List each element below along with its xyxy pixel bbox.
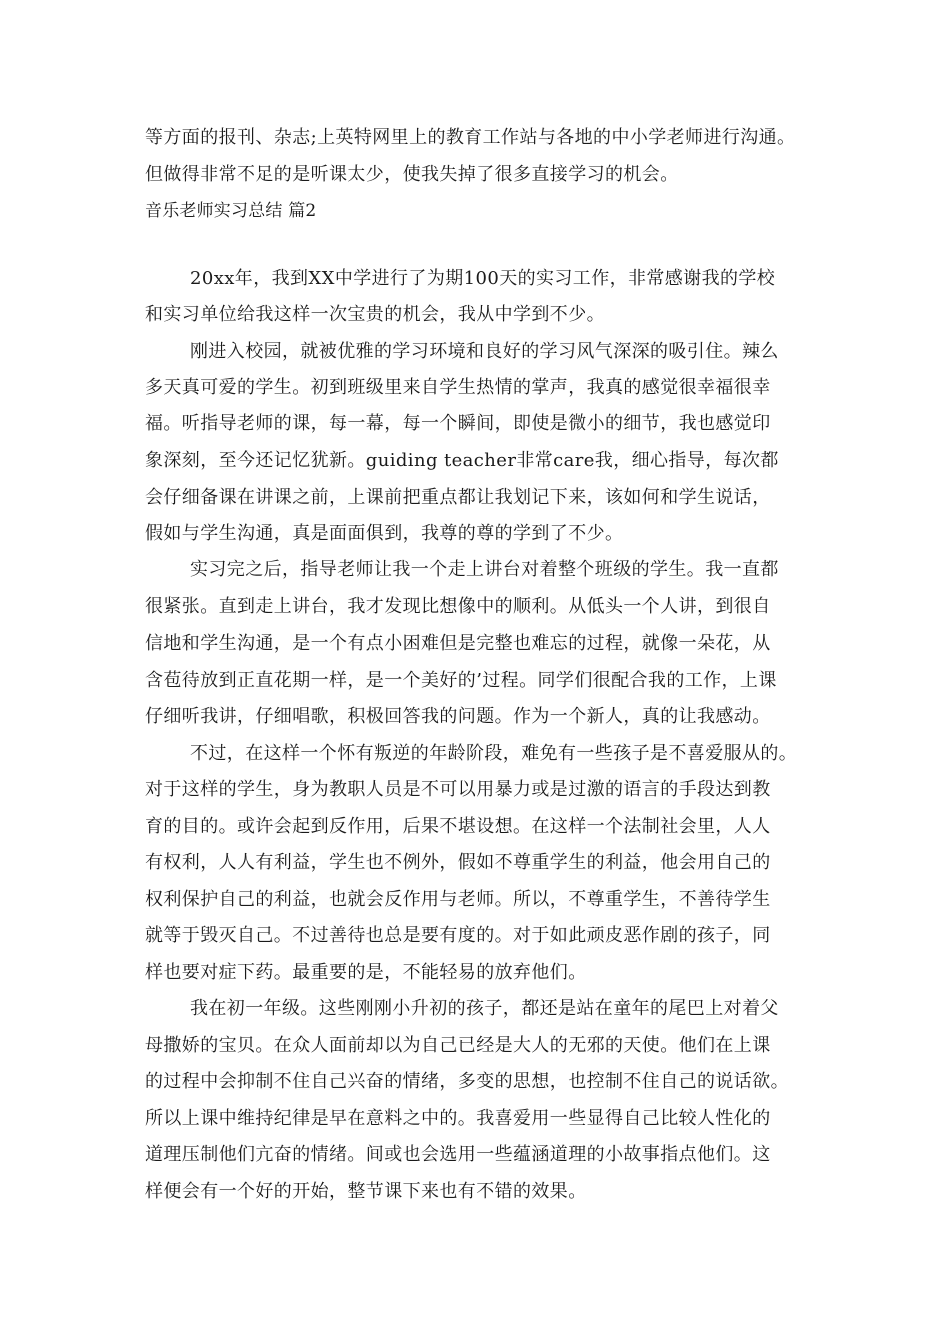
text-line: 权利保护自己的利益，也就会反作用与老师。所以，不尊重学生，不善待学生 [145, 889, 771, 910]
text-line: 等方面的报刊、杂志;上英特网里上的教育工作站与各地的中小学老师进行沟通。 [145, 127, 796, 148]
text-line: 信地和学生沟通，是一个有点小困难但是完整也难忘的过程，就像一朵花，从 [145, 633, 771, 654]
text-line: 福。听指导老师的课，每一幕，每一个瞬间，即使是微小的细节，我也感觉印 [145, 413, 771, 434]
text-line: 但做得非常不足的是听课太少，使我失掉了很多直接学习的机会。 [145, 164, 679, 185]
section-heading: 音乐老师实习总结 篇2 [145, 201, 317, 221]
text-line: 刚进入校园，就被优雅的学习环境和良好的学习风气深深的吸引住。辣么 [190, 341, 779, 362]
text-line: 有权利，人人有利益，学生也不例外，假如不尊重学生的利益，他会用自己的 [145, 852, 771, 873]
text-line: 对于这样的学生，身为教职人员是不可以用暴力或是过激的语言的手段达到教 [145, 779, 771, 800]
text-line: 就等于毁灭自己。不过善待也总是要有度的。对于如此顽皮恶作剧的孩子，同 [145, 925, 771, 946]
text-line: 象深刻，至今还记忆犹新。guiding teacher非常care我，细心指导，每次都 [145, 450, 779, 471]
text-line: 母撒娇的宝贝。在众人面前却以为自己已经是大人的无邪的天使。他们在上课 [145, 1035, 771, 1056]
text-line: 我在初一年级。这些刚刚小升初的孩子，都还是站在童年的尾巴上对着父 [190, 998, 779, 1019]
text-line: 很紧张。直到走上讲台，我才发现比想像中的顺利。从低头一个人讲，到很自 [145, 596, 771, 617]
text-line: 仔细听我讲，仔细唱歌，积极回答我的问题。作为一个新人，真的让我感动。 [145, 706, 771, 727]
text-line: 多天真可爱的学生。初到班级里来自学生热情的掌声，我真的感觉很幸福很幸 [145, 377, 771, 398]
text-line: 所以上课中维持纪律是早在意料之中的。我喜爱用一些显得自己比较人性化的 [145, 1108, 771, 1129]
text-line: 假如与学生沟通，真是面面俱到，我尊的尊的学到了不少。 [145, 523, 624, 544]
text-line: 20xx年，我到XX中学进行了为期100天的实习工作，非常感谢我的学校 [190, 268, 776, 289]
text-line: 样便会有一个好的开始，整节课下来也有不错的效果。 [145, 1181, 587, 1202]
text-line: 道理压制他们亢奋的情绪。间或也会选用一些蕴涵道理的小故事指点他们。这 [145, 1144, 771, 1165]
text-line: 和实习单位给我这样一次宝贵的机会，我从中学到不少。 [145, 304, 605, 325]
text-line: 不过，在这样一个怀有叛逆的年龄阶段，难免有一些孩子是不喜爱服从的。 [190, 743, 798, 764]
text-line: 含苞待放到正直花期一样，是一个美好的’过程。同学们很配合我的工作，上课 [145, 670, 777, 691]
text-line: 样也要对症下药。最重要的是，不能轻易的放弃他们。 [145, 962, 587, 983]
text-line: 的过程中会抑制不住自己兴奋的情绪，多变的思想，也控制不住自己的说话欲。 [145, 1071, 789, 1092]
text-line: 会仔细备课在讲课之前，上课前把重点都让我划记下来，该如何和学生说话， [145, 487, 771, 508]
text-line: 实习完之后，指导老师让我一个走上讲台对着整个班级的学生。我一直都 [190, 559, 779, 580]
text-line: 育的目的。或许会起到反作用，后果不堪设想。在这样一个法制社会里，人人 [145, 816, 771, 837]
